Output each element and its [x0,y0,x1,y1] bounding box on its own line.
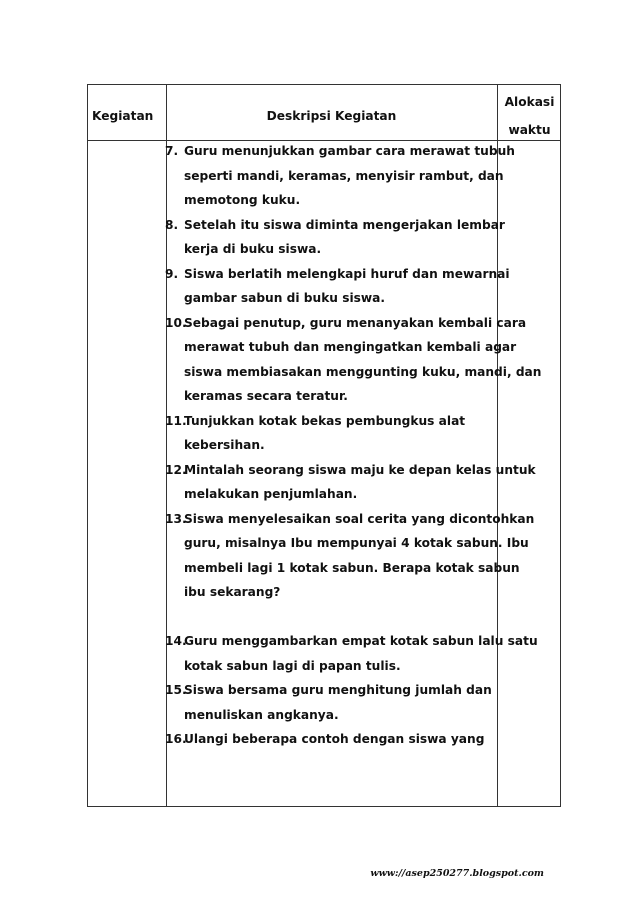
list-item [165,678,505,727]
item-text-line: Setelah itu siswa diminta mengerjakan lembar [184,217,505,232]
item-text-line: Siswa bersama guru menghitung jumlah dan [184,683,492,697]
list-item [165,139,515,213]
header-alokasi: Alokasi [504,95,555,109]
item-number: 7. [165,144,179,158]
header-waktu: waktu [508,123,551,137]
item-number: 10. [165,315,187,330]
item-text-line: ibu sekarang? [184,585,281,599]
item-text-line: merawat tubuh dan mengingatkan kembali agar [184,340,517,354]
item-text-line: Tunjukkan kotak bekas pembungkus alat [184,413,466,428]
item-number: 9. [165,266,179,281]
item-text-line: membeli lagi 1 kotak sabun. Berapa kotak sabun [184,560,520,575]
list-item [165,507,535,630]
list-item [165,311,542,409]
header-deskripsi-kegiatan: Deskripsi Kegiatan [266,109,397,123]
item-text-line: menuliskan angkanya. [184,707,339,722]
item-number: 14. [165,634,187,648]
item-text-line: kebersihan. [184,438,265,452]
item-text-line: Ulangi beberapa contoh dengan siswa yang [184,732,485,746]
lesson-activity-table [87,84,561,807]
list-item [165,409,505,458]
list-item [165,458,536,507]
item-text-line: keramas secara teratur. [184,389,348,403]
item-text-line: Guru menggambarkan empat kotak sabun lalu satu [184,634,538,648]
header-kegiatan: Kegiatan [92,109,154,123]
footer-blog-url[interactable]: www://asep250277.blogspot.com [370,868,544,879]
item-text-line: kotak sabun lagi di papan tulis. [184,658,401,673]
item-text-line: siswa membiasakan menggunting kuku, mandi, dan [184,364,542,379]
item-number: 12. [165,462,187,477]
item-text-line: Mintalah seorang siswa maju ke depan kelas untuk [184,462,536,477]
item-number: 11. [165,413,187,428]
item-text-line: kerja di buku siswa. [184,242,322,256]
item-text-line: Guru menunjukkan gambar cara merawat tubuh [184,144,515,158]
list-item [165,629,538,678]
item-text-line: Sebagai penutup, guru menanyakan kembali cara [184,315,527,330]
list-item [165,727,505,752]
item-text-line: gambar sabun di buku siswa. [184,291,386,305]
item-number: 8. [165,217,179,232]
activity-description-list [165,139,542,752]
list-item [165,262,510,311]
list-item [165,213,505,262]
item-text-line: melakukan penjumlahan. [184,487,358,501]
item-number: 16. [165,732,187,746]
item-text-line: seperti mandi, keramas, menyisir rambut, dan [184,168,504,183]
item-text-line: guru, misalnya Ibu mempunyai 4 kotak sabun. Ibu [184,536,529,550]
item-text-line: memotong kuku. [184,193,301,207]
item-number: 15. [165,683,187,697]
item-number: 13. [165,511,187,526]
item-text-line: Siswa menyelesaikan soal cerita yang dicontohkan [184,511,535,526]
item-text-line: Siswa berlatih melengkapi huruf dan mewarnai [184,266,510,281]
blank-spacer [184,605,505,630]
